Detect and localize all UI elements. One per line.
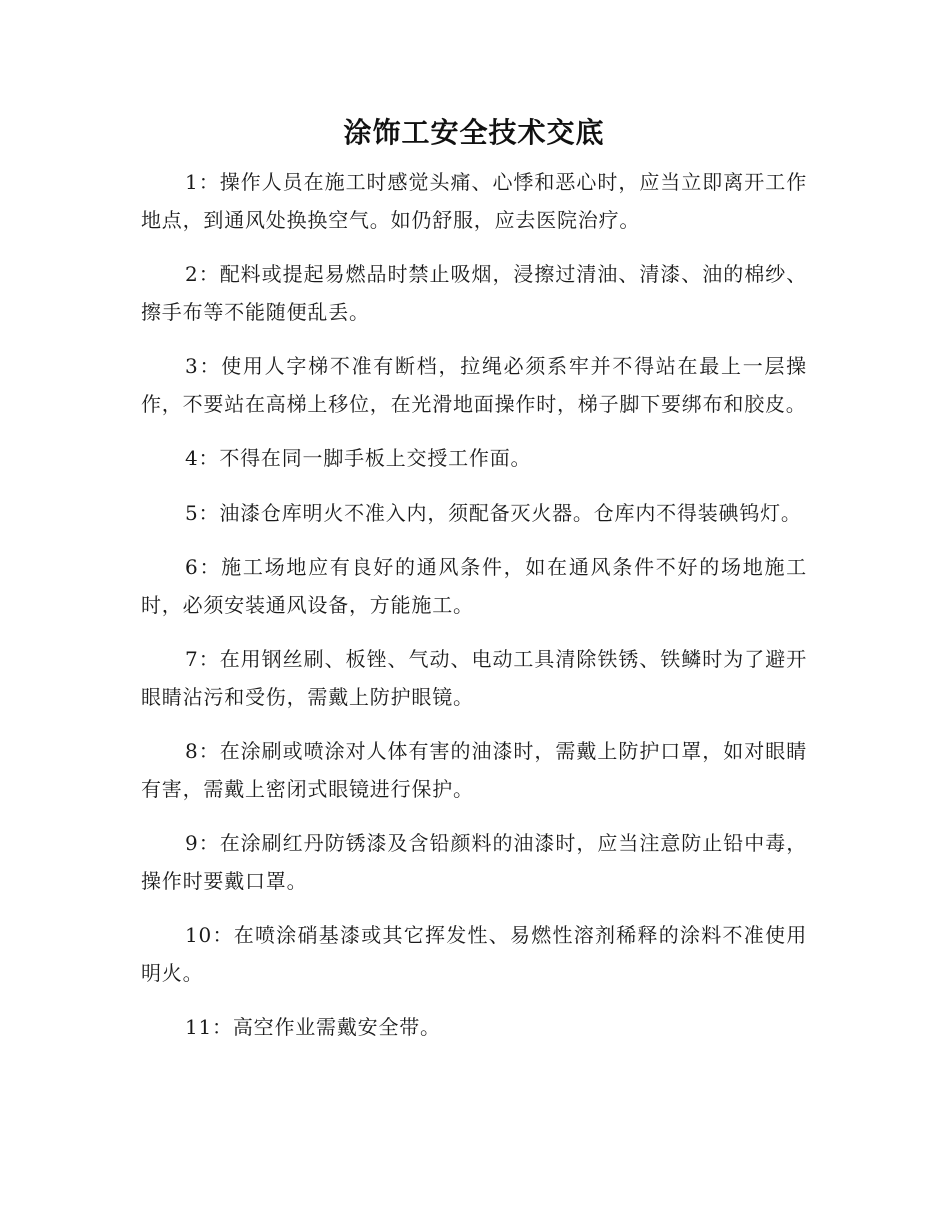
document-title: 涂饰工安全技术交底 [343,116,605,149]
clause-11: 11：高空作业需戴安全带。 [185,1015,441,1039]
clause-6: 6：施工场地应有良好的通风条件，如在通风条件不好的场地施工时，必须安装通风设备，方能施工。 [141,555,807,617]
clause-4: 4：不得在同一脚手板上交授工作面。 [185,446,532,470]
clause-2: 2：配料或提起易燃品时禁止吸烟，浸擦过清油、清漆、油的棉纱、擦手布等不能随便乱丢。 [141,262,807,324]
clause-3: 3：使用人字梯不准有断档，拉绳必须系牢并不得站在最上一层操作，不要站在高梯上移位，在光滑地面操作时，梯子脚下要绑布和胶皮。 [141,354,807,416]
clause-1: 1：操作人员在施工时感觉头痛、心悸和恶心时，应当立即离开工作地点，到通风处换换空气。如仍舒服，应去医院治疗。 [141,170,807,232]
clause-8: 8：在涂刷或喷涂对人体有害的油漆时，需戴上防护口罩，如对眼睛有害，需戴上密闭式眼镜进行保护。 [141,739,807,801]
clause-5: 5：油漆仓库明火不准入内，须配备灭火器。仓库内不得装碘钨灯。 [185,500,802,525]
document-body [141,112,807,1064]
clause-9: 9：在涂刷红丹防锈漆及含铅颜料的油漆时，应当注意防止铅中毒，操作时要戴口罩。 [141,831,807,893]
clause-10: 10：在喷涂硝基漆或其它挥发性、易燃性溶剂稀释的涂料不准使用明火。 [141,923,807,985]
clause-7: 7：在用钢丝刷、板锉、气动、电动工具清除铁锈、铁鳞时为了避开眼睛沾污和受伤，需戴上防护眼镜。 [141,647,807,709]
